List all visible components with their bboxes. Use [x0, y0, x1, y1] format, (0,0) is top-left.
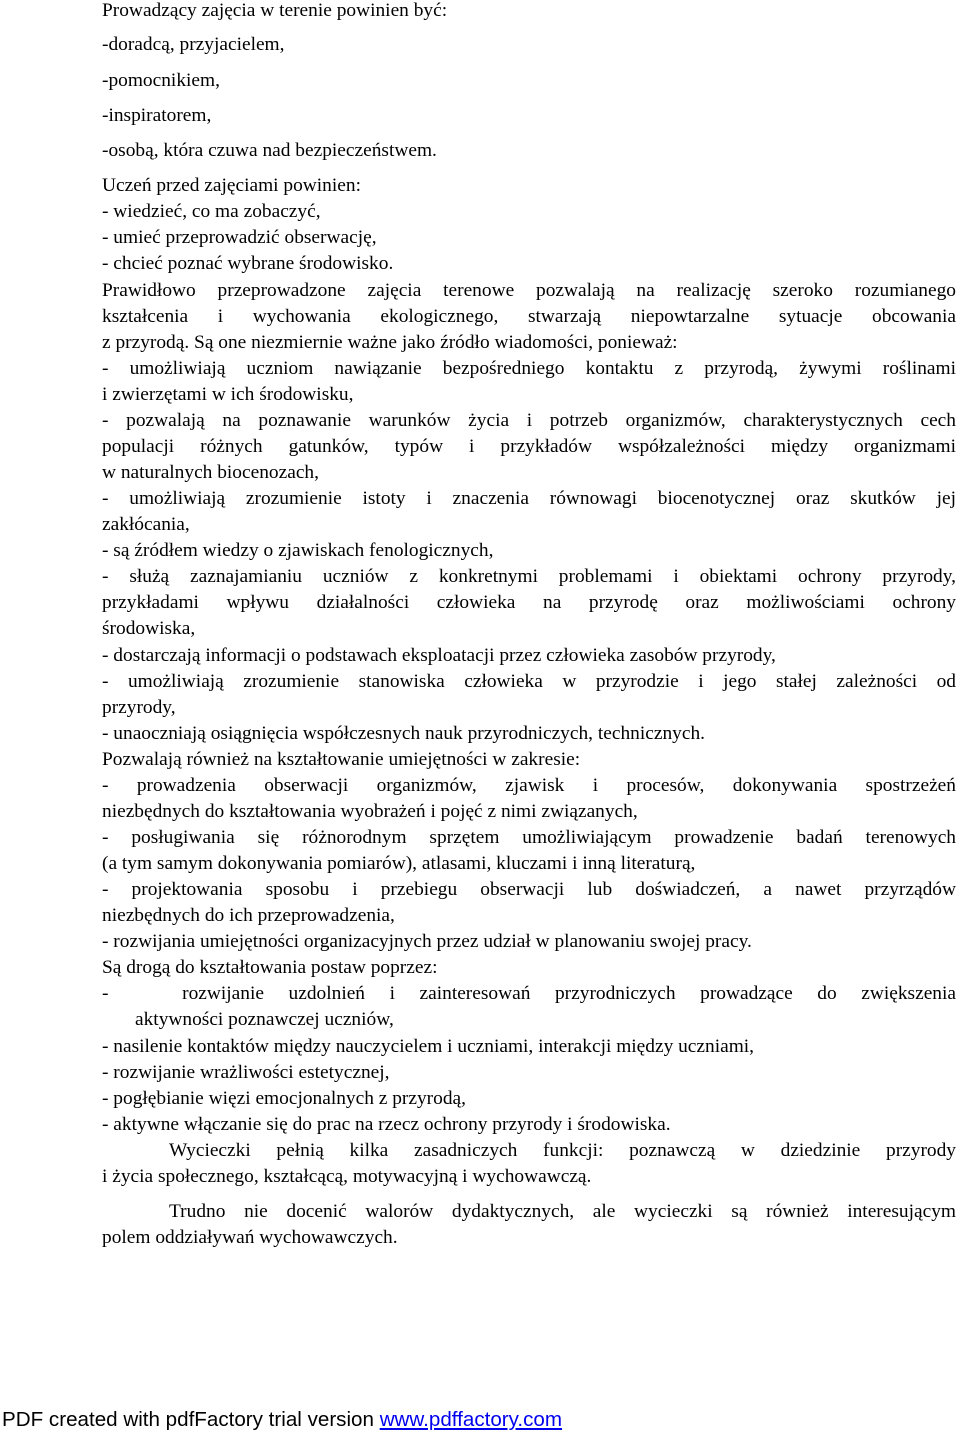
text-line: i zwierzętami w ich środowisku, [102, 384, 354, 405]
text-line: - dostarczają informacji o podstawach eksploatacji przez człowieka zasobów przyrody, [102, 645, 776, 666]
text-line: - wiedzieć, co ma zobaczyć, [102, 201, 321, 222]
text-line: (a tym samym dokonywania pomiarów), atlasami, kluczami i inną literaturą, [102, 853, 696, 874]
text-line: polem oddziaływań wychowawczych. [102, 1227, 398, 1248]
text-line: Wycieczki pełnią kilka zasadniczych funkcji: poznawczą w dziedzinie przyrody [169, 1140, 956, 1161]
text-line: - rozwijanie wrażliwości estetycznej, [102, 1062, 390, 1083]
text-line: - aktywne włączanie się do prac na rzecz ochrony przyrody i środowiska. [102, 1114, 671, 1135]
text-line: - nasilenie kontaktów między nauczycielem i uczniami, interakcji między uczniami, [102, 1036, 755, 1057]
text-line: - chcieć poznać wybrane środowisko. [102, 253, 394, 274]
text-line: niezbędnych do ich przeprowadzenia, [102, 905, 395, 926]
text-line: kształcenia i wychowania ekologicznego, stwarzają niepowtarzalne sytuacje obcowania [102, 306, 956, 327]
text-line: - prowadzenia obserwacji organizmów, zjawisk i procesów, dokonywania spostrzeżeń [102, 775, 956, 796]
text-line: z przyrodą. Są one niezmiernie ważne jako źródło wiadomości, ponieważ: [102, 332, 678, 353]
text-line: w naturalnych biocenozach, [102, 462, 319, 483]
text-line: - pozwalają na poznawanie warunków życia i potrzeb organizmów, charakterystycznych cech [102, 410, 956, 431]
text-line: - rozwijania umiejętności organizacyjnych przez udział w planowaniu swojej pracy. [102, 931, 752, 952]
text-line: - posługiwania się różnorodnym sprzętem umożliwiającym prowadzenie badań terenowych [102, 827, 956, 848]
text-line: niezbędnych do kształtowania wyobrażeń i pojęć z nimi związanych, [102, 801, 638, 822]
text-line: - umożliwiają zrozumienie istoty i znaczenia równowagi biocenotycznej oraz skutków jej [102, 488, 956, 509]
text-line: przyrody, [102, 697, 176, 718]
text-line: - są źródłem wiedzy o zjawiskach fenologicznych, [102, 540, 494, 561]
text-line: - projektowania sposobu i przebiegu obserwacji lub doświadczeń, a nawet przyrządów [102, 879, 956, 900]
text-line: - umieć przeprowadzić obserwację, [102, 227, 377, 248]
text-line: - umożliwiają zrozumienie stanowiska człowieka w przyrodzie i jego stałej zależności od [102, 671, 956, 692]
text-line: przykładami wpływu działalności człowieka na przyrodę oraz możliwościami ochrony [102, 592, 956, 613]
text-line: Prawidłowo przeprowadzone zajęcia terenowe pozwalają na realizację szeroko rozumianego [102, 280, 956, 301]
text-line: Uczeń przed zajęciami powinien: [102, 175, 361, 196]
text-line: populacji różnych gatunków, typów i przykładów współzależności między organizmami [102, 436, 956, 457]
pdffactory-link[interactable]: www.pdffactory.com [379, 1408, 563, 1431]
text-line: -doradcą, przyjacielem, [102, 34, 285, 55]
text-line: - służą zaznajamianiu uczniów z konkretnymi problemami i obiektami ochrony przyrody, [102, 566, 956, 587]
text-line: -osobą, która czuwa nad bezpieczeństwem. [102, 140, 437, 161]
text-line: -pomocnikiem, [102, 70, 220, 91]
text-line: - rozwijanie uzdolnień i zainteresowań przyrodniczych prowadzące do zwiększenia [102, 983, 956, 1004]
text-line: i życia społecznego, kształcącą, motywacyjną i wychowawczą. [102, 1166, 592, 1187]
text-line: Prowadzący zajęcia w terenie powinien być: [102, 0, 448, 21]
text-line: zakłócania, [102, 514, 190, 535]
text-line: aktywności poznawczej uczniów, [135, 1009, 394, 1030]
text-line: Są drogą do kształtowania postaw poprzez: [102, 957, 438, 978]
text-line: środowiska, [102, 618, 196, 639]
footer-text: PDF created with pdfFactory trial version [2, 1408, 380, 1431]
pdf-footer [2, 1407, 562, 1433]
text-line: - pogłębianie więzi emocjonalnych z przyrodą, [102, 1088, 466, 1109]
text-line: Pozwalają również na kształtowanie umiejętności w zakresie: [102, 749, 581, 770]
text-line: - unaoczniają osiągnięcia współczesnych nauk przyrodniczych, technicznych. [102, 723, 706, 744]
text-line: - umożliwiają uczniom nawiązanie bezpośredniego kontaktu z przyrodą, żywymi roślinami [102, 358, 956, 379]
text-line: Trudno nie docenić walorów dydaktycznych, ale wycieczki są również interesującym [169, 1201, 956, 1222]
text-line: -inspiratorem, [102, 105, 212, 126]
